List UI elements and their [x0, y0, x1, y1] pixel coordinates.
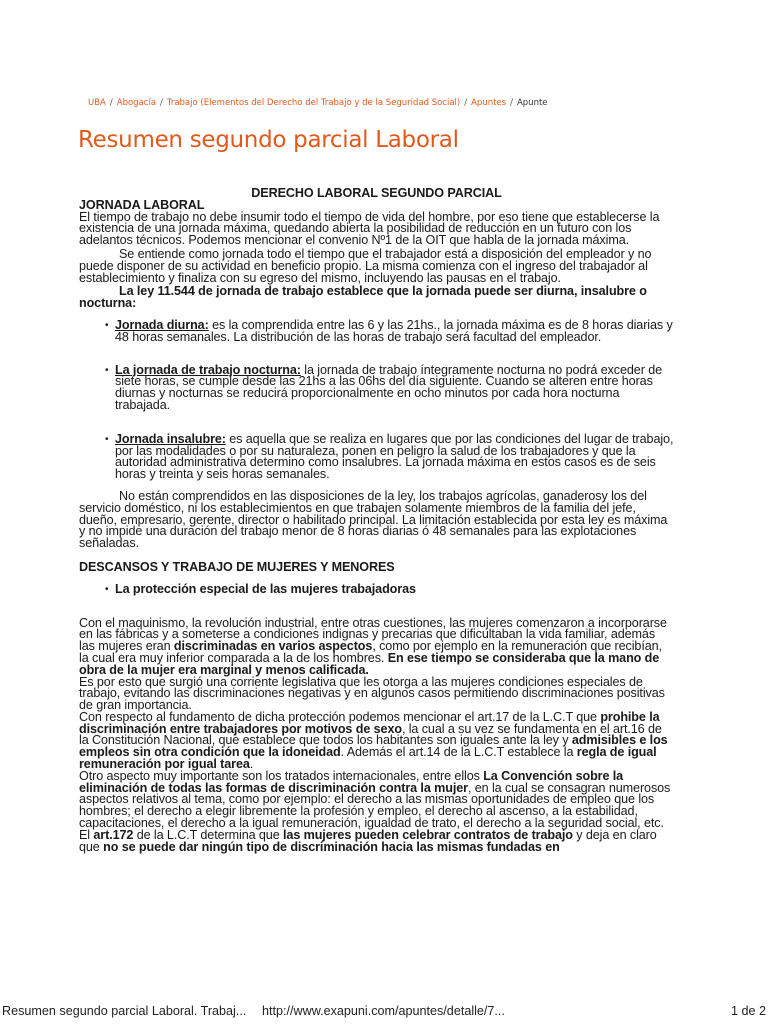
- breadcrumb-separator: /: [109, 98, 113, 108]
- text-span: de la L.C.T determina que: [133, 827, 284, 842]
- list-item-text: es la comprendida entre las 6 y las 21hs., la jornada máxima es de 8 horas diarias y 48 horas semanales. La distribución de las horas de trabajo será facultad del empleador.: [115, 317, 673, 344]
- text-span: , como por ejemplo en la remuneración que recibían, la cual era muy inferior comparada a la de los hombres.: [79, 639, 662, 665]
- emphasis: admisibles e los empleos sin otra condición que la idoneidad: [79, 733, 668, 760]
- list-item: [115, 362, 674, 412]
- section-heading-descansos: DESCANSOS Y TRABAJO DE MUJERES Y MENORES: [79, 559, 395, 574]
- list-item: [115, 317, 674, 344]
- paragraph-tratados: [79, 768, 674, 831]
- term-jornada-insalubre: Jornada insalubre:: [115, 431, 226, 446]
- breadcrumb-link-trabajo[interactable]: Trabajo (Elementos del Derecho del Trabajo y de la Seguridad Social): [166, 98, 461, 108]
- emphasis: no se puede dar ningún tipo de discriminación hacia las mismas fundadas en: [103, 839, 560, 854]
- footer-url[interactable]: http://www.exapuni.com/apuntes/detalle/7...: [262, 1004, 505, 1018]
- list-item: [115, 431, 674, 482]
- print-footer: [0, 1004, 768, 1024]
- emphasis: discriminadas en varios aspectos: [173, 639, 373, 654]
- emphasis: En ese tiempo se consideraba que la mano de obra de la mujer era marginal y menos calificada.: [79, 650, 660, 677]
- text-span: Otro aspecto muy importante son los tratados internacionales, entre ellos: [79, 768, 484, 783]
- paragraph-definicion: Se entiende como jornada todo el tiempo que el trabajador está a disposición del empleador y no puede disponer de su actividad en beneficio propio. La misma comienza con el ingreso del trabajador al establecimiento y finaliza con su egreso del mismo, incluyendo las pausas en el trabajo.: [79, 246, 652, 285]
- breadcrumb-link-uba[interactable]: UBA: [88, 98, 106, 108]
- breadcrumb-separator: /: [160, 98, 163, 108]
- text-span: , en la cual se consagran numerosos aspectos relativos al tema, como por ejemplo: el derecho a las mismas oportunidades de empleo que los hombres; el derecho a elegir libremente la profesión y empleo, el derecho al ascenso, a la estabilidad, capacitaciones, el derecho a la igual remuneración, igualdad de trato, el derecho a la seguridad social, etc.: [79, 780, 671, 831]
- breadcrumb-link-apuntes[interactable]: Apuntes: [471, 98, 507, 108]
- text-span: y deja en claro que: [79, 827, 657, 854]
- paragraph-fundamento: [79, 709, 674, 772]
- paragraph-art172: [79, 827, 674, 854]
- breadcrumb-separator: /: [510, 98, 513, 108]
- list-item: [115, 581, 674, 596]
- paragraph-excepciones: No están comprendidos en las disposiciones de la ley, los trabajos agrícolas, ganaderosy los del servicio doméstico, ni los establecimientos en que trabajen solamente miembros de la familia del jefe, dueño, empresario, gerente, director o habilitado principal. La limitación establecida por esta ley es máxima y no impide una duración del trabajo menor de 8 horas diarias ó 48 semanales para las explotaciones señaladas.: [79, 488, 668, 551]
- list-item-text: es aquella que se realiza en lugares que por las condiciones del lugar de trabajo, por las modalidades o por su naturaleza, ponen en peligro la salud de los trabajadores y que la autoridad administrativa determino como insalubres. La jornada máxima en estos casos es de seis horas y treinta y seis horas semanales.: [115, 431, 674, 482]
- emphasis: art.172: [93, 827, 134, 842]
- emphasis: las mujeres pueden celebrar contratos de trabajo: [283, 827, 573, 842]
- list-item-text: la jornada de trabajo íntegramente nocturna no podrá exceder de siete horas, se cumple desde las 21hs a las 06hs del día siguiente. Cuando se alteren entre horas diurnas y nocturnas se reducirá proporcionalmente en ocho minutos por cada hora nocturna trabajada.: [115, 362, 663, 412]
- breadcrumb-current: Apunte: [516, 98, 548, 108]
- jornada-types-list: [79, 317, 674, 482]
- section-heading-jornada: JORNADA LABORAL: [79, 197, 205, 212]
- breadcrumb-separator: /: [464, 98, 468, 108]
- footer-page-title: Resumen segundo parcial Laboral. Trabaj...: [2, 1004, 247, 1018]
- text-span: Con el maquinismo, la revolución industrial, entre otras cuestiones, las mujeres comenzaron a incorporarse en las fábricas y a someterse a condiciones indignas y precarias que dificultaban la vida familiar, además las mujeres eran: [79, 615, 667, 654]
- text-span: Con respecto al fundamento de dicha protección podemos mencionar el art.17 de la L.C.T que: [79, 709, 601, 724]
- term-jornada-nocturna: La jornada de trabajo nocturna:: [115, 362, 301, 377]
- document-body: [79, 188, 674, 853]
- emphasis: prohibe la discriminación entre trabajadores por motivos de sexo: [79, 709, 660, 736]
- paragraph-ley: [79, 286, 674, 310]
- text-span: , la cual a su vez se fundamenta en el art.16 de la Constitución Nacional, que establece que todos los habitantes son iguales ante la ley y: [79, 721, 662, 748]
- page-title: Resumen segundo parcial Laboral: [78, 127, 459, 153]
- document-heading: DERECHO LABORAL SEGUNDO PARCIAL: [251, 186, 502, 200]
- list-item-text: La protección especial de las mujeres trabajadoras: [115, 581, 416, 596]
- term-jornada-diurna: Jornada diurna:: [115, 317, 209, 332]
- protection-list: [79, 581, 674, 596]
- law-statement: La ley 11.544 de jornada de trabajo establece que la jornada puede ser diurna, insalubre o nocturna:: [79, 284, 647, 311]
- breadcrumb: [88, 98, 548, 108]
- breadcrumb-link-abogacia[interactable]: Abogacía: [116, 98, 157, 108]
- text-span: El: [79, 827, 94, 842]
- paragraph-maquinismo: [79, 615, 674, 677]
- emphasis: La Convención sobre la eliminación de todas las formas de discriminación contra la mujer: [79, 768, 624, 795]
- paragraph-intro: El tiempo de trabajo no debe insumir todo el tiempo de vida del hombre, por eso tiene que establecerse la existencia de una jornada máxima, quedando abierta la posibilidad de reducción en un futuro con los adelantos técnicos. Podemos mencionar el convenio Nº1 de la OIT que habla de la jornada máxima.: [79, 209, 660, 248]
- text-span: .: [249, 757, 254, 772]
- paragraph-corriente: Es por esto que surgió una corriente legislativa que les otorga a las mujeres condiciones especiales de trabajo, evitando las discriminaciones negativas y en algunos casos permitiendo discriminaciones positivas de gran importancia.: [79, 674, 665, 713]
- text-span: . Además el art.14 de la L.C.T establece la: [340, 745, 577, 760]
- footer-page-number: 1 de 2: [730, 1004, 766, 1018]
- emphasis: regla de igual remuneración por igual tarea: [79, 745, 657, 772]
